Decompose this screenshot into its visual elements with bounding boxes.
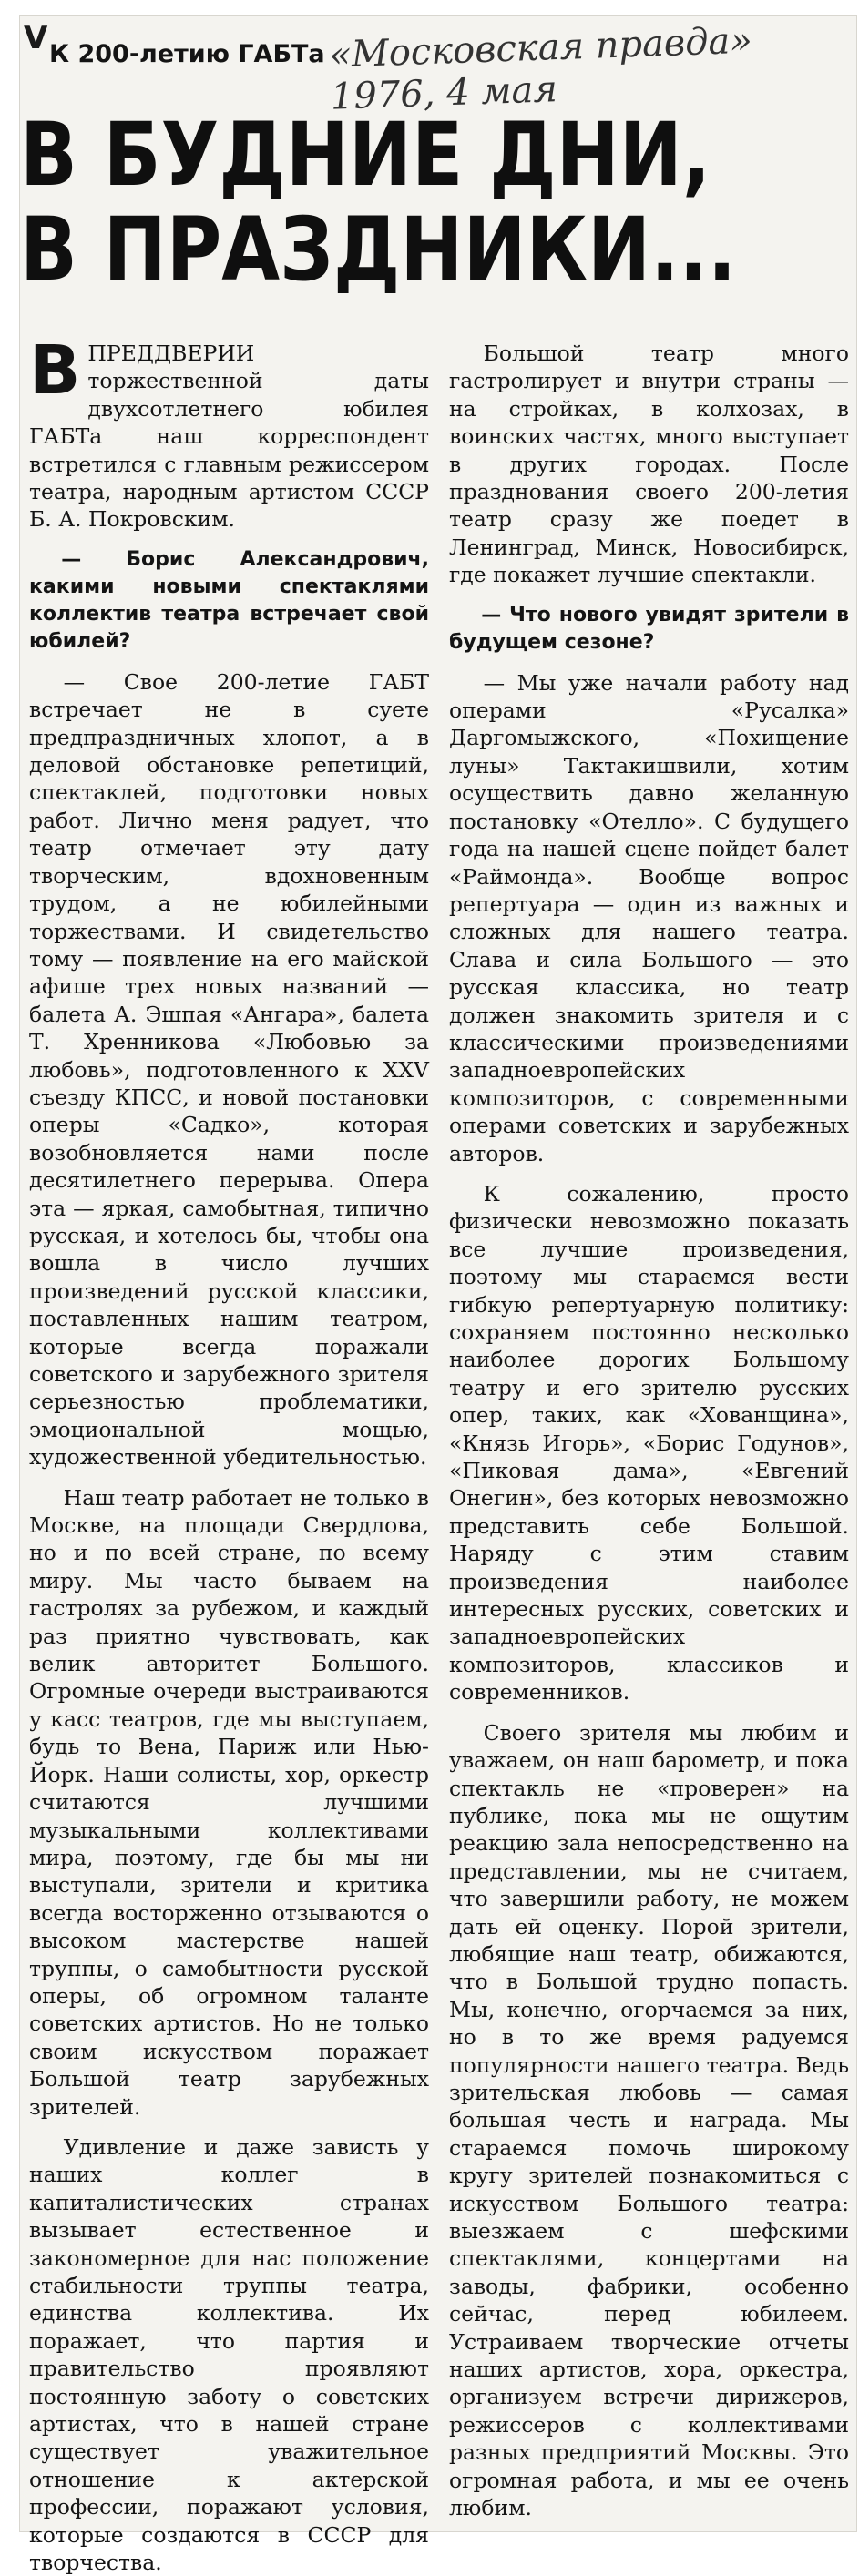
article-paragraph: — Мы уже начали работу над операми «Русалка» Даргомыжского, «Похищение луны» Тактакишвили, хотим осуществить давно желанную постановку «Отелло». С будущего года на нашей сцене пойдет балет «Раймонда». Вообще вопрос репертуара — один из важных и сложных для нашего театра. Слава и сила Большого — это русская классика, но театр должен знакомить зрителя и с классическими произведениями западноевропейских композиторов, с современными операми советских и зарубежных авторов. — [449, 669, 849, 1166]
article-paragraph: Удивление и даже зависть у наших коллег в капиталистических странах вызывает естественное и закономерное для нас положение стабильности труппы театра, единства коллектива. Их поражает, что партия и правительство проявляют постоянную заботу о советских артистах, что в нашей стране существует уважительное отношение к актерской профессии, поражают условия, которые создаются в СССР для творчества. — [29, 2133, 429, 2576]
article-column-1 — [29, 331, 429, 2576]
article-paragraph: ВПРЕДДВЕРИИ торжественной даты двухсотлетнего юбилея ГАБТа наш корреспондент встретился с главным режиссером театра, народным артистом СССР Б. А. Покровским. — [29, 331, 429, 533]
interview-question: — Что нового увидят зрители в будущем сезоне? — [449, 603, 849, 654]
article-paragraph: К сожалению, просто физически невозможно показать все лучшие произведения, поэтому мы стараемся вести гибкую репертуарную политику: сохраняем постоянно несколько наиболее дорогих Большому театру и его зрителю русских опер, таких, как «Хованщина», «Князь Игорь», «Борис Годунов», «Пиковая дама», «Евгений Онегин», без которых невозможно представить себе Большой. Наряду с этим ставим произведения наиболее интересных русских, советских и западноевропейских композиторов, классиков и современников. — [449, 1180, 849, 1705]
headline-line-1: В БУДНИЕ ДНИ, — [20, 104, 711, 206]
headline-line-2: В ПРАЗДНИКИ... — [20, 199, 737, 300]
article-paragraph: — Свое 200-летие ГАБТ встречает не в суете предпраздничных хлопот, а в деловой обстановке репетиций, спектаклей, подготовки новых работ. Лично меня радует, что театр отмечает эту дату творческим, вдохновенным трудом, а не юбилейными торжествами. И свидетельство тому — появление на его майской афише трех новых названий — балета А. Эшпая «Ангара», балета Т. Хренникова «Любовью за любовь», подготовленного к XXV съезду КПСС, и новой постановки оперы «Садко», которая возобновляется нами после десятилетнего перерыва. Опера эта — яркая, самобытная, типично русская, и хотелось бы, чтобы она вошла в число лучших произведений русской классики, поставленных нашим театром, которые всегда поражали советского и зарубежного зрителя серьезностью проблематики, эмоциональной мощью, художественной убедительностью. — [29, 668, 429, 1471]
newspaper-clipping — [20, 16, 856, 2576]
drop-cap: В — [29, 331, 81, 410]
article-column-2 — [449, 340, 849, 2521]
article-paragraph: Большой театр много гастролирует и внутри страны — на стройках, в колхозах, в воинских частях, много выступает в других городах. После празднования своего 200-летия театр сразу же поедет в Ленинград, Минск, Новосибирск, где покажет лучшие спектакли. — [449, 341, 849, 588]
article-paragraph: Своего зрителя мы любим и уважаем, он наш барометр, и пока спектакль не «проверен» на публике, пока мы не ощутим реакцию зала непосредственно на представлении, мы не считаем, что завершили работу, не можем дать ей оценку. Порой зрители, любящие наш театр, обижаются, что в Большой трудно попасть. Мы, конечно, огорчаемся за них, но в то же время радуемся популярности нашего театра. Ведь зрительская любовь — самая большая честь и награда. Мы стараемся помочь широкому кругу зрителей познакомиться с искусством Большого театра: выезжаем с шефскими спектаклями, концертами на заводы, фабрики, особенно сейчас, перед юбилеем. Устраиваем творческие отчеты наших артистов, хора, оркестра, организуем встречи дирижеров, режиссеров с коллективами разных предприятий Москвы. Это огромная работа, и мы ее очень любим. — [449, 1719, 849, 2521]
handwritten-source-note: «Московская правда» 1976, 4 мая — [328, 19, 753, 118]
interview-question: — Борис Александрович, какими новыми спектаклями коллектив театра встречает свой юбилей? — [29, 547, 429, 653]
headline — [20, 104, 856, 300]
article-body — [29, 331, 849, 2576]
article-paragraph: Наш театр работает не только в Москве, на площади Свердлова, но и по всей стране, по всему миру. Мы часто бываем на гастролях за рубежом, и каждый раз приятно чувствовать, как велик авторитет Большого. Огромные очереди выстраиваются у касс театров, где мы выступаем, будь то Вена, Париж или Нью-Йорк. Наши солисты, хор, оркестр считаются лучшими музыкальными коллективами мира, поэтому, где бы мы ни выступали, зрители и критика всегда восторженно отзываются о высоком мастерстве нашей труппы, о самобытности русской оперы, об огромном таланте советских артистов. Но не только своим искусством поражает Большой театр зарубежных зрителей. — [29, 1484, 429, 2120]
section-kicker: К 200-летию ГАБТа — [49, 40, 325, 68]
pencil-tick-mark: V — [24, 20, 48, 56]
